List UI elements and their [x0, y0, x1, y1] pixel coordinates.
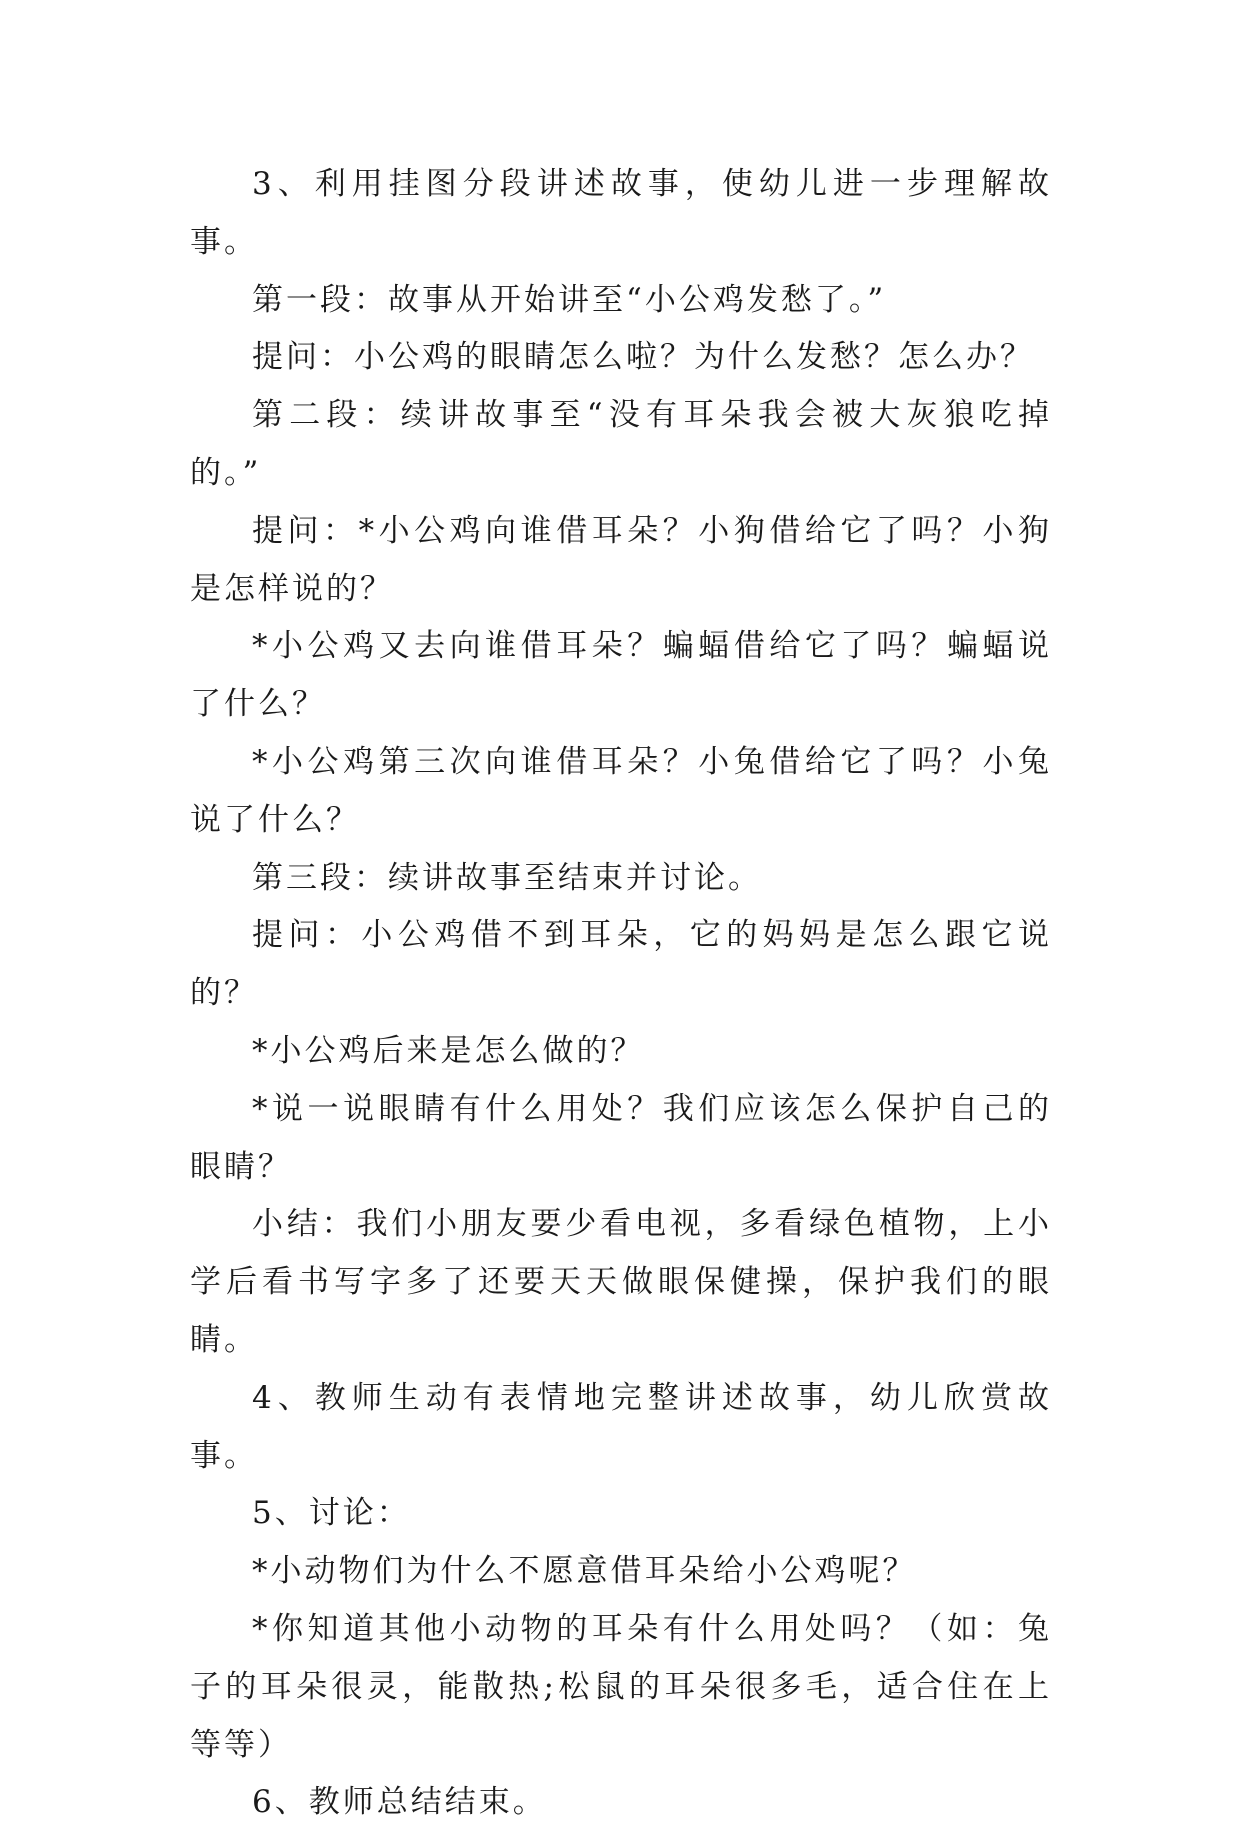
paragraph-discussion-2: *你知道其他小动物的耳朵有什么用处吗？（如：兔子的耳朵很灵，能散热;松鼠的耳朵很多毛，适合住在上等等） [190, 1610, 1052, 1763]
paragraph-question-afterwards: *小公鸡后来是怎么做的？ [252, 1032, 645, 1069]
paragraph-question-rabbit: *小公鸡第三次向谁借耳朵？小兔借给它了吗？小兔说了什么？ [190, 743, 1052, 838]
paragraph-step-5: 5、讨论： [252, 1495, 411, 1532]
paragraph-step-4: 4、教师生动有表情地完整讲述故事，幼儿欣赏故事。 [190, 1379, 1052, 1474]
document-body [190, 156, 1052, 1832]
paragraph-summary: 小结：我们小朋友要少看电视，多看绿色植物，上小学后看书写字多了还要天天做眼保健操，保护我们的眼睛。 [190, 1206, 1052, 1358]
paragraph-question-eyes: *说一说眼睛有什么用处？我们应该怎么保护自己的眼睛？ [190, 1090, 1052, 1185]
paragraph-step-3: 3、利用挂图分段讲述故事，使幼儿进一步理解故事。 [190, 166, 1052, 260]
paragraph-step-6: 6、教师总结结束。 [252, 1784, 547, 1821]
paragraph-question-dog: 提问：*小公鸡向谁借耳朵？小狗借给它了吗？小狗是怎样说的？ [190, 512, 1052, 607]
paragraph-question-1: 提问：小公鸡的眼睛怎么啦？为什么发愁？怎么办？ [252, 339, 1034, 376]
paragraph-section-3: 第三段：续讲故事至结束并讨论。 [252, 859, 762, 896]
paragraph-section-1: 第一段：故事从开始讲至“小公鸡发愁了。” [252, 281, 887, 318]
paragraph-question-bat: *小公鸡又去向谁借耳朵？蝙蝠借给它了吗？蝙蝠说了什么？ [190, 628, 1052, 723]
paragraph-section-2: 第二段：续讲故事至“没有耳朵我会被大灰狼吃掉的。” [190, 397, 1052, 491]
paragraph-discussion-1: *小动物们为什么不愿意借耳朵给小公鸡呢？ [252, 1553, 917, 1590]
paragraph-question-mother: 提问：小公鸡借不到耳朵，它的妈妈是怎么跟它说的？ [190, 917, 1052, 1012]
